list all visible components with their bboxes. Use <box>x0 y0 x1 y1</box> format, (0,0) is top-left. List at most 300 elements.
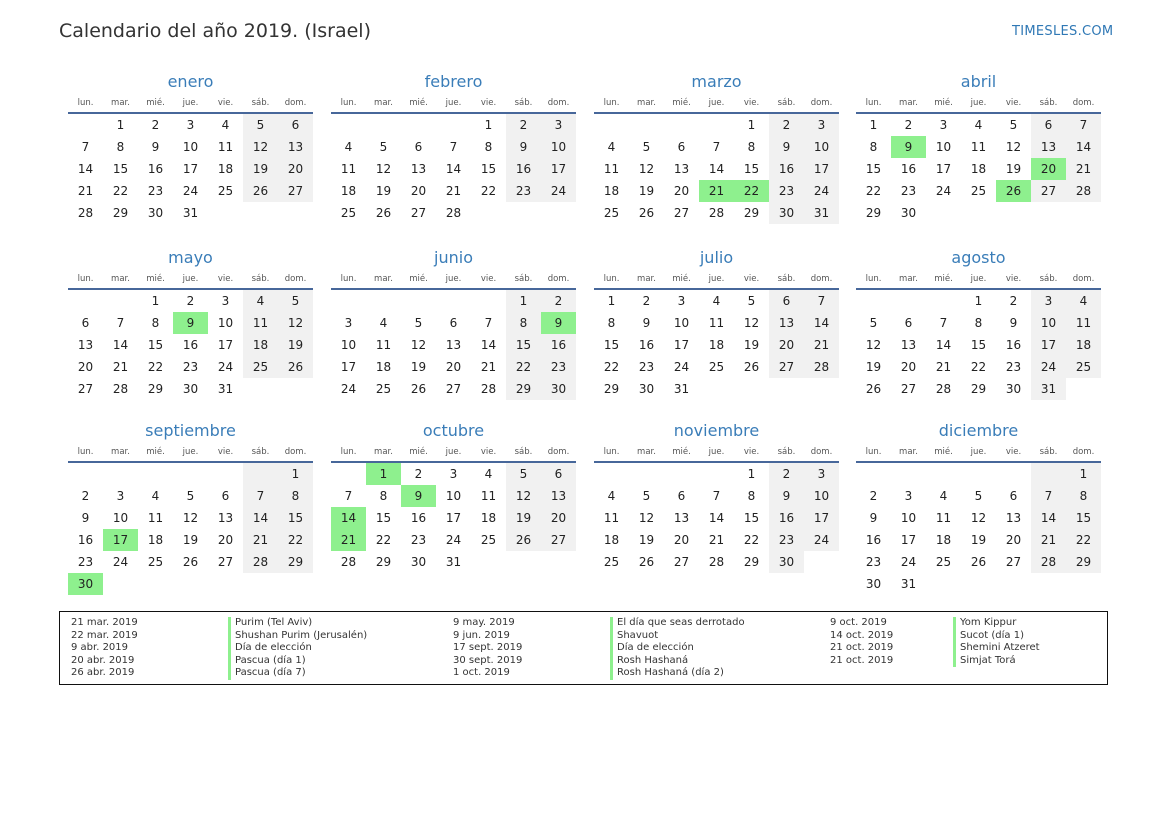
weekday-header: dom. <box>804 96 839 114</box>
empty-cell <box>699 463 734 485</box>
day-cell: 18 <box>147 533 164 547</box>
legend-date: 9 jun. 2019 <box>453 629 510 641</box>
month-grid <box>856 96 1101 224</box>
day-cell: 15 <box>970 338 987 352</box>
day-cell: 19 <box>638 184 655 198</box>
day-cell: 26 <box>278 356 313 378</box>
day-cell: 10 <box>804 485 839 507</box>
weekday-header: vie. <box>208 445 243 463</box>
day-cell: 5 <box>869 316 878 330</box>
month-name: enero <box>167 72 214 91</box>
day-cell: 30 <box>541 378 576 400</box>
day-cell: 14 <box>708 162 725 176</box>
day-cell: 4 <box>939 489 948 503</box>
day-cell: 8 <box>974 316 983 330</box>
weekday-header: jue. <box>436 272 471 290</box>
day-cell: 20 <box>769 334 804 356</box>
day-cell: 17 <box>182 162 199 176</box>
legend-holiday-name: Shemini Atzeret <box>953 642 1040 655</box>
empty-cell <box>366 114 401 136</box>
day-cell: 28 <box>1031 551 1066 573</box>
day-cell: 20 <box>445 360 462 374</box>
day-cell: 16 <box>541 334 576 356</box>
day-cell: 15 <box>480 162 497 176</box>
day-cell: 4 <box>243 290 278 312</box>
day-cell: 3 <box>186 118 195 132</box>
weekday-header: mar. <box>629 96 664 114</box>
day-cell: 14 <box>804 312 839 334</box>
day-cell: 24 <box>804 180 839 202</box>
day-cell: 25 <box>217 184 234 198</box>
legend-holiday-name: Pascua (día 7) <box>228 667 367 680</box>
day-cell: 13 <box>77 338 94 352</box>
day-cell: 13 <box>541 485 576 507</box>
month-junio <box>331 248 576 400</box>
day-cell: 6 <box>81 316 90 330</box>
weekday-header: vie. <box>208 96 243 114</box>
day-cell: 31 <box>445 555 462 569</box>
day-cell: 15 <box>743 511 760 525</box>
weekday-header: sáb. <box>1031 445 1066 463</box>
day-cell: 22 <box>375 533 392 547</box>
legend-holiday-name: Purim (Tel Aviv) <box>228 617 367 630</box>
legend-date: 20 abr. 2019 <box>71 654 135 666</box>
day-cell: 21 <box>708 533 725 547</box>
day-cell: 24 <box>217 360 234 374</box>
day-cell: 26 <box>506 529 541 551</box>
day-cell: 19 <box>865 360 882 374</box>
day-cell: 23 <box>77 555 94 569</box>
day-cell: 27 <box>217 555 234 569</box>
weekday-header: sáb. <box>243 445 278 463</box>
weekday-header: sáb. <box>243 96 278 114</box>
holiday-day-cell: 1 <box>366 463 401 485</box>
day-cell: 28 <box>243 551 278 573</box>
day-cell: 5 <box>414 316 423 330</box>
day-cell: 11 <box>603 162 620 176</box>
weekday-header: lun. <box>68 445 103 463</box>
empty-cell <box>891 463 926 485</box>
day-cell: 13 <box>673 511 690 525</box>
day-cell: 11 <box>243 312 278 334</box>
day-cell: 27 <box>77 382 94 396</box>
day-cell: 25 <box>147 555 164 569</box>
day-cell: 12 <box>182 511 199 525</box>
day-cell: 8 <box>151 316 160 330</box>
empty-cell <box>243 463 278 485</box>
weekday-header: dom. <box>1066 96 1101 114</box>
legend-dates <box>453 617 522 680</box>
day-cell: 23 <box>1005 360 1022 374</box>
day-cell: 2 <box>414 467 423 481</box>
day-cell: 27 <box>278 180 313 202</box>
day-cell: 2 <box>769 114 804 136</box>
day-cell: 22 <box>112 184 129 198</box>
empty-cell <box>366 290 401 312</box>
day-cell: 12 <box>638 162 655 176</box>
weekday-header: mar. <box>629 445 664 463</box>
legend-date: 9 abr. 2019 <box>71 642 129 654</box>
day-cell: 10 <box>112 511 129 525</box>
day-cell: 28 <box>112 382 129 396</box>
day-cell: 29 <box>743 206 760 220</box>
weekday-header: vie. <box>208 272 243 290</box>
empty-cell <box>594 463 629 485</box>
day-cell: 16 <box>865 533 882 547</box>
legend-holiday-name: Rosh Hashaná <box>610 655 745 668</box>
day-cell: 18 <box>243 334 278 356</box>
day-cell: 8 <box>747 140 756 154</box>
weekday-header: mié. <box>926 445 961 463</box>
holiday-day-cell: 26 <box>996 180 1031 202</box>
holiday-day-cell: 9 <box>401 485 436 507</box>
day-cell: 14 <box>1066 136 1101 158</box>
day-cell: 5 <box>642 140 651 154</box>
day-cell: 22 <box>743 533 760 547</box>
day-cell: 5 <box>186 489 195 503</box>
weekday-header: mar. <box>366 445 401 463</box>
day-cell: 5 <box>278 290 313 312</box>
day-cell: 18 <box>603 533 620 547</box>
day-cell: 28 <box>935 382 952 396</box>
day-cell: 31 <box>804 202 839 224</box>
weekday-header: vie. <box>471 445 506 463</box>
day-cell: 30 <box>865 577 882 591</box>
empty-cell <box>629 463 664 485</box>
weekday-header: dom. <box>1066 272 1101 290</box>
day-cell: 25 <box>1066 356 1101 378</box>
day-cell: 21 <box>112 360 129 374</box>
day-cell: 1 <box>869 118 878 132</box>
legend-holiday-name: Simjat Torá <box>953 655 1040 668</box>
holiday-day-cell: 21 <box>331 529 366 551</box>
day-cell: 25 <box>243 356 278 378</box>
day-cell: 18 <box>375 360 392 374</box>
day-cell: 7 <box>344 489 353 503</box>
holiday-day-cell: 22 <box>734 180 769 202</box>
weekday-header: lun. <box>856 272 891 290</box>
day-cell: 4 <box>379 316 388 330</box>
day-cell: 1 <box>278 463 313 485</box>
empty-cell <box>471 290 506 312</box>
day-cell: 26 <box>865 382 882 396</box>
day-cell: 20 <box>900 360 917 374</box>
day-cell: 17 <box>445 511 462 525</box>
month-grid <box>331 272 576 400</box>
day-cell: 7 <box>712 140 721 154</box>
day-cell: 25 <box>480 533 497 547</box>
month-noviembre <box>594 421 839 573</box>
day-cell: 3 <box>221 294 230 308</box>
day-cell: 23 <box>900 184 917 198</box>
holiday-day-cell: 30 <box>68 573 103 595</box>
day-cell: 16 <box>900 162 917 176</box>
day-cell: 17 <box>541 158 576 180</box>
site-link[interactable]: TIMESLES.COM <box>1012 24 1114 39</box>
weekday-header: jue. <box>961 272 996 290</box>
day-cell: 18 <box>480 511 497 525</box>
weekday-header: sáb. <box>506 96 541 114</box>
day-cell: 24 <box>1031 356 1066 378</box>
day-cell: 15 <box>506 334 541 356</box>
day-cell: 26 <box>410 382 427 396</box>
month-name: octubre <box>422 421 485 440</box>
legend-date: 21 mar. 2019 <box>71 617 138 628</box>
day-cell: 31 <box>217 382 234 396</box>
weekday-header: dom. <box>278 272 313 290</box>
day-cell: 6 <box>449 316 458 330</box>
weekday-header: mar. <box>629 272 664 290</box>
empty-cell <box>436 290 471 312</box>
month-septiembre <box>68 421 313 595</box>
legend-date: 14 oct. 2019 <box>830 629 894 641</box>
day-cell: 20 <box>410 184 427 198</box>
day-cell: 1 <box>506 290 541 312</box>
weekday-header: sáb. <box>1031 96 1066 114</box>
weekday-header: mar. <box>366 272 401 290</box>
empty-cell <box>664 114 699 136</box>
legend-holiday-name: Día de elección <box>228 642 367 655</box>
weekday-header: dom. <box>541 272 576 290</box>
month-grid <box>594 272 839 400</box>
day-cell: 6 <box>1031 114 1066 136</box>
day-cell: 7 <box>939 316 948 330</box>
day-cell: 30 <box>182 382 199 396</box>
holiday-legend <box>59 611 1108 685</box>
day-cell: 14 <box>480 338 497 352</box>
day-cell: 25 <box>970 184 987 198</box>
day-cell: 8 <box>607 316 616 330</box>
day-cell: 14 <box>708 511 725 525</box>
day-cell: 5 <box>642 489 651 503</box>
day-cell: 2 <box>869 489 878 503</box>
day-cell: 11 <box>147 511 164 525</box>
weekday-header: jue. <box>699 445 734 463</box>
day-cell: 13 <box>769 312 804 334</box>
day-cell: 4 <box>974 118 983 132</box>
legend-names <box>953 617 1040 667</box>
day-cell: 19 <box>278 334 313 356</box>
month-enero <box>68 72 313 224</box>
day-cell: 21 <box>1066 158 1101 180</box>
day-cell: 30 <box>769 551 804 573</box>
weekday-header: sáb. <box>243 272 278 290</box>
day-cell: 16 <box>410 511 427 525</box>
day-cell: 7 <box>449 140 458 154</box>
day-cell: 1 <box>974 294 983 308</box>
day-cell: 13 <box>445 338 462 352</box>
day-cell: 12 <box>970 511 987 525</box>
day-cell: 12 <box>375 162 392 176</box>
weekday-header: vie. <box>996 445 1031 463</box>
day-cell: 23 <box>865 555 882 569</box>
day-cell: 23 <box>769 529 804 551</box>
weekday-header: dom. <box>1066 445 1101 463</box>
legend-date: 9 may. 2019 <box>453 617 515 628</box>
day-cell: 10 <box>182 140 199 154</box>
day-cell: 12 <box>638 511 655 525</box>
day-cell: 10 <box>217 316 234 330</box>
page-title: Calendario del año 2019. (Israel) <box>59 20 371 42</box>
day-cell: 16 <box>147 162 164 176</box>
legend-date: 21 oct. 2019 <box>830 654 894 666</box>
day-cell: 12 <box>865 338 882 352</box>
weekday-header: mié. <box>401 96 436 114</box>
day-cell: 19 <box>410 360 427 374</box>
day-cell: 10 <box>340 338 357 352</box>
day-cell: 24 <box>340 382 357 396</box>
weekday-header: vie. <box>734 445 769 463</box>
day-cell: 2 <box>541 290 576 312</box>
day-cell: 17 <box>935 162 952 176</box>
empty-cell <box>1031 463 1066 485</box>
day-cell: 17 <box>673 338 690 352</box>
day-cell: 27 <box>541 529 576 551</box>
day-cell: 24 <box>182 184 199 198</box>
month-name: mayo <box>168 248 213 267</box>
day-cell: 20 <box>673 184 690 198</box>
day-cell: 22 <box>970 360 987 374</box>
legend-holiday-name: Shushan Purim (Jerusalén) <box>228 630 367 643</box>
month-grid <box>856 272 1101 400</box>
day-cell: 10 <box>900 511 917 525</box>
weekday-header: lun. <box>594 272 629 290</box>
day-cell: 23 <box>410 533 427 547</box>
day-cell: 16 <box>77 533 94 547</box>
day-cell: 6 <box>541 463 576 485</box>
day-cell: 8 <box>506 312 541 334</box>
day-cell: 9 <box>769 136 804 158</box>
day-cell: 12 <box>410 338 427 352</box>
month-octubre <box>331 421 576 573</box>
day-cell: 21 <box>77 184 94 198</box>
day-cell: 11 <box>375 338 392 352</box>
weekday-header: lun. <box>594 96 629 114</box>
holiday-day-cell: 21 <box>699 180 734 202</box>
day-cell: 27 <box>1031 180 1066 202</box>
weekday-header: dom. <box>541 445 576 463</box>
day-cell: 24 <box>935 184 952 198</box>
day-cell: 18 <box>340 184 357 198</box>
day-cell: 1 <box>1066 463 1101 485</box>
day-cell: 4 <box>484 467 493 481</box>
weekday-header: sáb. <box>506 272 541 290</box>
day-cell: 20 <box>541 507 576 529</box>
day-cell: 21 <box>243 529 278 551</box>
day-cell: 12 <box>506 485 541 507</box>
day-cell: 24 <box>900 555 917 569</box>
empty-cell <box>401 114 436 136</box>
weekday-header: lun. <box>856 96 891 114</box>
day-cell: 1 <box>607 294 616 308</box>
day-cell: 25 <box>603 206 620 220</box>
day-cell: 20 <box>1005 533 1022 547</box>
empty-cell <box>856 463 891 485</box>
empty-cell <box>594 114 629 136</box>
day-cell: 13 <box>217 511 234 525</box>
day-cell: 16 <box>769 507 804 529</box>
day-cell: 27 <box>769 356 804 378</box>
day-cell: 10 <box>445 489 462 503</box>
day-cell: 25 <box>708 360 725 374</box>
day-cell: 22 <box>865 184 882 198</box>
holiday-day-cell: 14 <box>331 507 366 529</box>
day-cell: 2 <box>186 294 195 308</box>
weekday-header: mar. <box>103 272 138 290</box>
empty-cell <box>103 463 138 485</box>
day-cell: 9 <box>1009 316 1018 330</box>
weekday-header: jue. <box>961 445 996 463</box>
day-cell: 2 <box>506 114 541 136</box>
day-cell: 7 <box>81 140 90 154</box>
day-cell: 3 <box>116 489 125 503</box>
weekday-header: vie. <box>734 96 769 114</box>
day-cell: 13 <box>278 136 313 158</box>
day-cell: 17 <box>900 533 917 547</box>
legend-holiday-name: Yom Kippur <box>953 617 1040 630</box>
legend-date: 9 oct. 2019 <box>830 617 887 628</box>
day-cell: 1 <box>116 118 125 132</box>
day-cell: 3 <box>449 467 458 481</box>
day-cell: 8 <box>278 485 313 507</box>
day-cell: 15 <box>375 511 392 525</box>
weekday-header: lun. <box>68 96 103 114</box>
day-cell: 19 <box>743 338 760 352</box>
day-cell: 22 <box>506 356 541 378</box>
day-cell: 9 <box>81 511 90 525</box>
day-cell: 22 <box>603 360 620 374</box>
empty-cell <box>664 463 699 485</box>
legend-names <box>610 617 745 680</box>
holiday-day-cell: 9 <box>891 136 926 158</box>
day-cell: 14 <box>445 162 462 176</box>
day-cell: 4 <box>151 489 160 503</box>
day-cell: 2 <box>81 489 90 503</box>
day-cell: 10 <box>1031 312 1066 334</box>
day-cell: 22 <box>480 184 497 198</box>
day-cell: 14 <box>935 338 952 352</box>
weekday-header: mar. <box>366 96 401 114</box>
day-cell: 27 <box>673 555 690 569</box>
empty-cell <box>138 463 173 485</box>
weekday-header: mié. <box>664 445 699 463</box>
day-cell: 23 <box>506 180 541 202</box>
day-cell: 7 <box>712 489 721 503</box>
day-cell: 1 <box>151 294 160 308</box>
day-cell: 21 <box>1031 529 1066 551</box>
day-cell: 23 <box>638 360 655 374</box>
day-cell: 4 <box>221 118 230 132</box>
day-cell: 11 <box>1066 312 1101 334</box>
empty-cell <box>996 463 1031 485</box>
day-cell: 7 <box>243 485 278 507</box>
legend-date: 26 abr. 2019 <box>71 667 135 679</box>
weekday-header: mar. <box>891 445 926 463</box>
day-cell: 16 <box>769 158 804 180</box>
day-cell: 29 <box>112 206 129 220</box>
weekday-header: mar. <box>891 272 926 290</box>
empty-cell <box>629 114 664 136</box>
month-grid <box>594 96 839 224</box>
day-cell: 5 <box>747 294 756 308</box>
day-cell: 19 <box>638 533 655 547</box>
day-cell: 26 <box>743 360 760 374</box>
month-name: junio <box>434 248 473 267</box>
weekday-header: vie. <box>471 96 506 114</box>
day-cell: 16 <box>1005 338 1022 352</box>
day-cell: 8 <box>116 140 125 154</box>
legend-holiday-name: Pascua (día 1) <box>228 655 367 668</box>
